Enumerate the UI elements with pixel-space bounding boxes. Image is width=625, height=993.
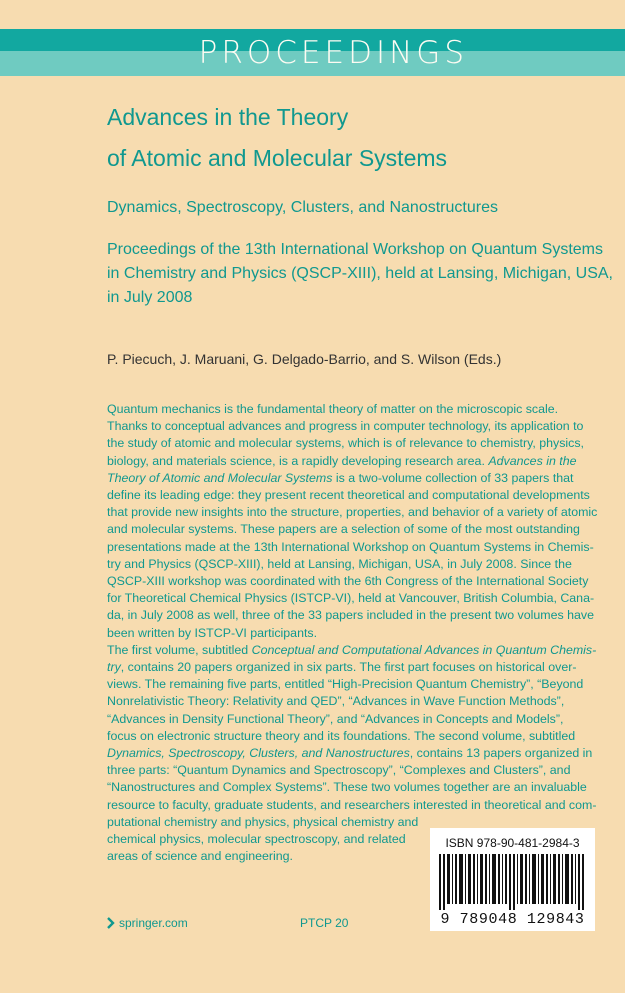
series-label: PROCEEDINGS <box>198 34 468 71</box>
isbn-label: ISBN 978-90-481-2984-3 <box>445 836 580 850</box>
description-line: Nonrelativistic Theory: Relativity and QED”, “Advances in Wave Function Methods”, <box>107 694 565 709</box>
italic-title: Theory of Atomic and Molecular Systems <box>107 470 333 485</box>
description-line: “Nanostructures and Complex Systems”. These two volumes together are an invaluable <box>107 780 587 795</box>
description-line: putational chemistry and physics, physical chemistry and <box>107 814 419 829</box>
series-number: PTCP 20 <box>300 916 349 930</box>
description-line: The first volume, subtitled Conceptual and Computational Advances in Quantum Chemis- <box>107 642 597 657</box>
barcode-icon <box>439 854 586 910</box>
book-title-line-2: of Atomic and Molecular Systems <box>107 145 448 171</box>
description-line: define its leading edge: they present recent theoretical and computational developments <box>107 488 590 503</box>
description-line: the study of atomic and molecular systems, which is of relevance to chemistry, physics, <box>107 436 584 451</box>
description-line: Thanks to conceptual advances and progress in computer technology, its application to <box>107 419 584 434</box>
italic-volume-title: Dynamics, Spectroscopy, Clusters, and Nanostructures <box>107 746 410 761</box>
description-line: try, contains 20 papers organized in six parts. The first part focuses on historical over- <box>107 660 577 675</box>
barcode-digits: 9 789048 129843 <box>440 911 585 928</box>
proceedings-info <box>107 238 613 310</box>
description-line: try and Physics (QSCP-XIII), held at Lansing, Michigan, USA, in July 2008. Since the <box>107 556 572 571</box>
description-line: areas of science and engineering. <box>107 849 293 864</box>
italic-volume-title: Conceptual and Computational Advances in Quantum Chemis- <box>251 642 597 657</box>
proceedings-line-1: Proceedings of the 13th International Workshop on Quantum Systems <box>107 241 603 258</box>
description-line: Dynamics, Spectroscopy, Clusters, and Nanostructures, contains 13 papers organized in <box>107 746 593 761</box>
description-line: biology, and materials science, is a rapidly developing research area. Advances in the <box>107 453 577 468</box>
description-line: focus on electronic structure theory and its foundations. The second volume, subtitled <box>107 728 576 743</box>
description-line: that provide new insights into the structure, properties, and behavior of a variety of atomic <box>107 505 598 520</box>
description-line: da, in July 2008 as well, three of the 33 papers included in the present two volumes have <box>107 608 594 623</box>
description-line: resource to faculty, graduate students, and researchers interested in theoretical and com- <box>107 797 597 812</box>
isbn-barcode-box <box>430 828 595 931</box>
proceedings-line-3: in July 2008 <box>107 289 193 306</box>
description-line: views. The remaining five parts, entitled “High-Precision Quantum Chemistry”, “Beyond <box>107 677 584 692</box>
description-line: three parts: “Quantum Dynamics and Spectroscopy”, “Complexes and Clusters”, and <box>107 763 571 778</box>
description-line: been written by ISTCP-VI participants. <box>107 625 318 640</box>
book-subtitle: Dynamics, Spectroscopy, Clusters, and Nanostructures <box>107 199 498 216</box>
book-title <box>107 97 577 179</box>
description-line: presentations made at the 13th International Workshop on Quantum Systems in Chemis- <box>107 539 594 554</box>
description-line: Quantum mechanics is the fundamental theory of matter on the microscopic scale. <box>107 402 559 416</box>
description-line: for Theoretical Chemical Physics (ISTCP-VI), held at Vancouver, British Columbia, Cana- <box>107 591 595 606</box>
italic-title: Advances in the <box>488 453 577 468</box>
springer-link[interactable] <box>107 916 188 930</box>
proceedings-line-2: in Chemistry and Physics (QSCP-XIII), held at Lansing, Michigan, USA, <box>107 265 613 282</box>
italic-volume-title: try <box>107 660 121 675</box>
springer-link-label: springer.com <box>119 916 188 930</box>
description-line: “Advances in Density Functional Theory”, and “Advances in Concepts and Models”, <box>107 711 564 726</box>
editors: P. Piecuch, J. Maruani, G. Delgado-Barrio, and S. Wilson (Eds.) <box>107 351 502 367</box>
description-line: chemical physics, molecular spectroscopy, and related <box>107 832 406 847</box>
description-line: QSCP-XIII workshop was coordinated with the 6th Congress of the International Society <box>107 574 589 589</box>
description <box>107 401 597 865</box>
book-title-line-1: Advances in the Theory <box>107 104 349 130</box>
description-line: and molecular systems. These papers are a selection of some of the most outstanding <box>107 522 580 537</box>
description-line: Theory of Atomic and Molecular Systems is a two-volume collection of 33 papers that <box>107 470 574 485</box>
chevron-right-icon <box>107 917 115 929</box>
